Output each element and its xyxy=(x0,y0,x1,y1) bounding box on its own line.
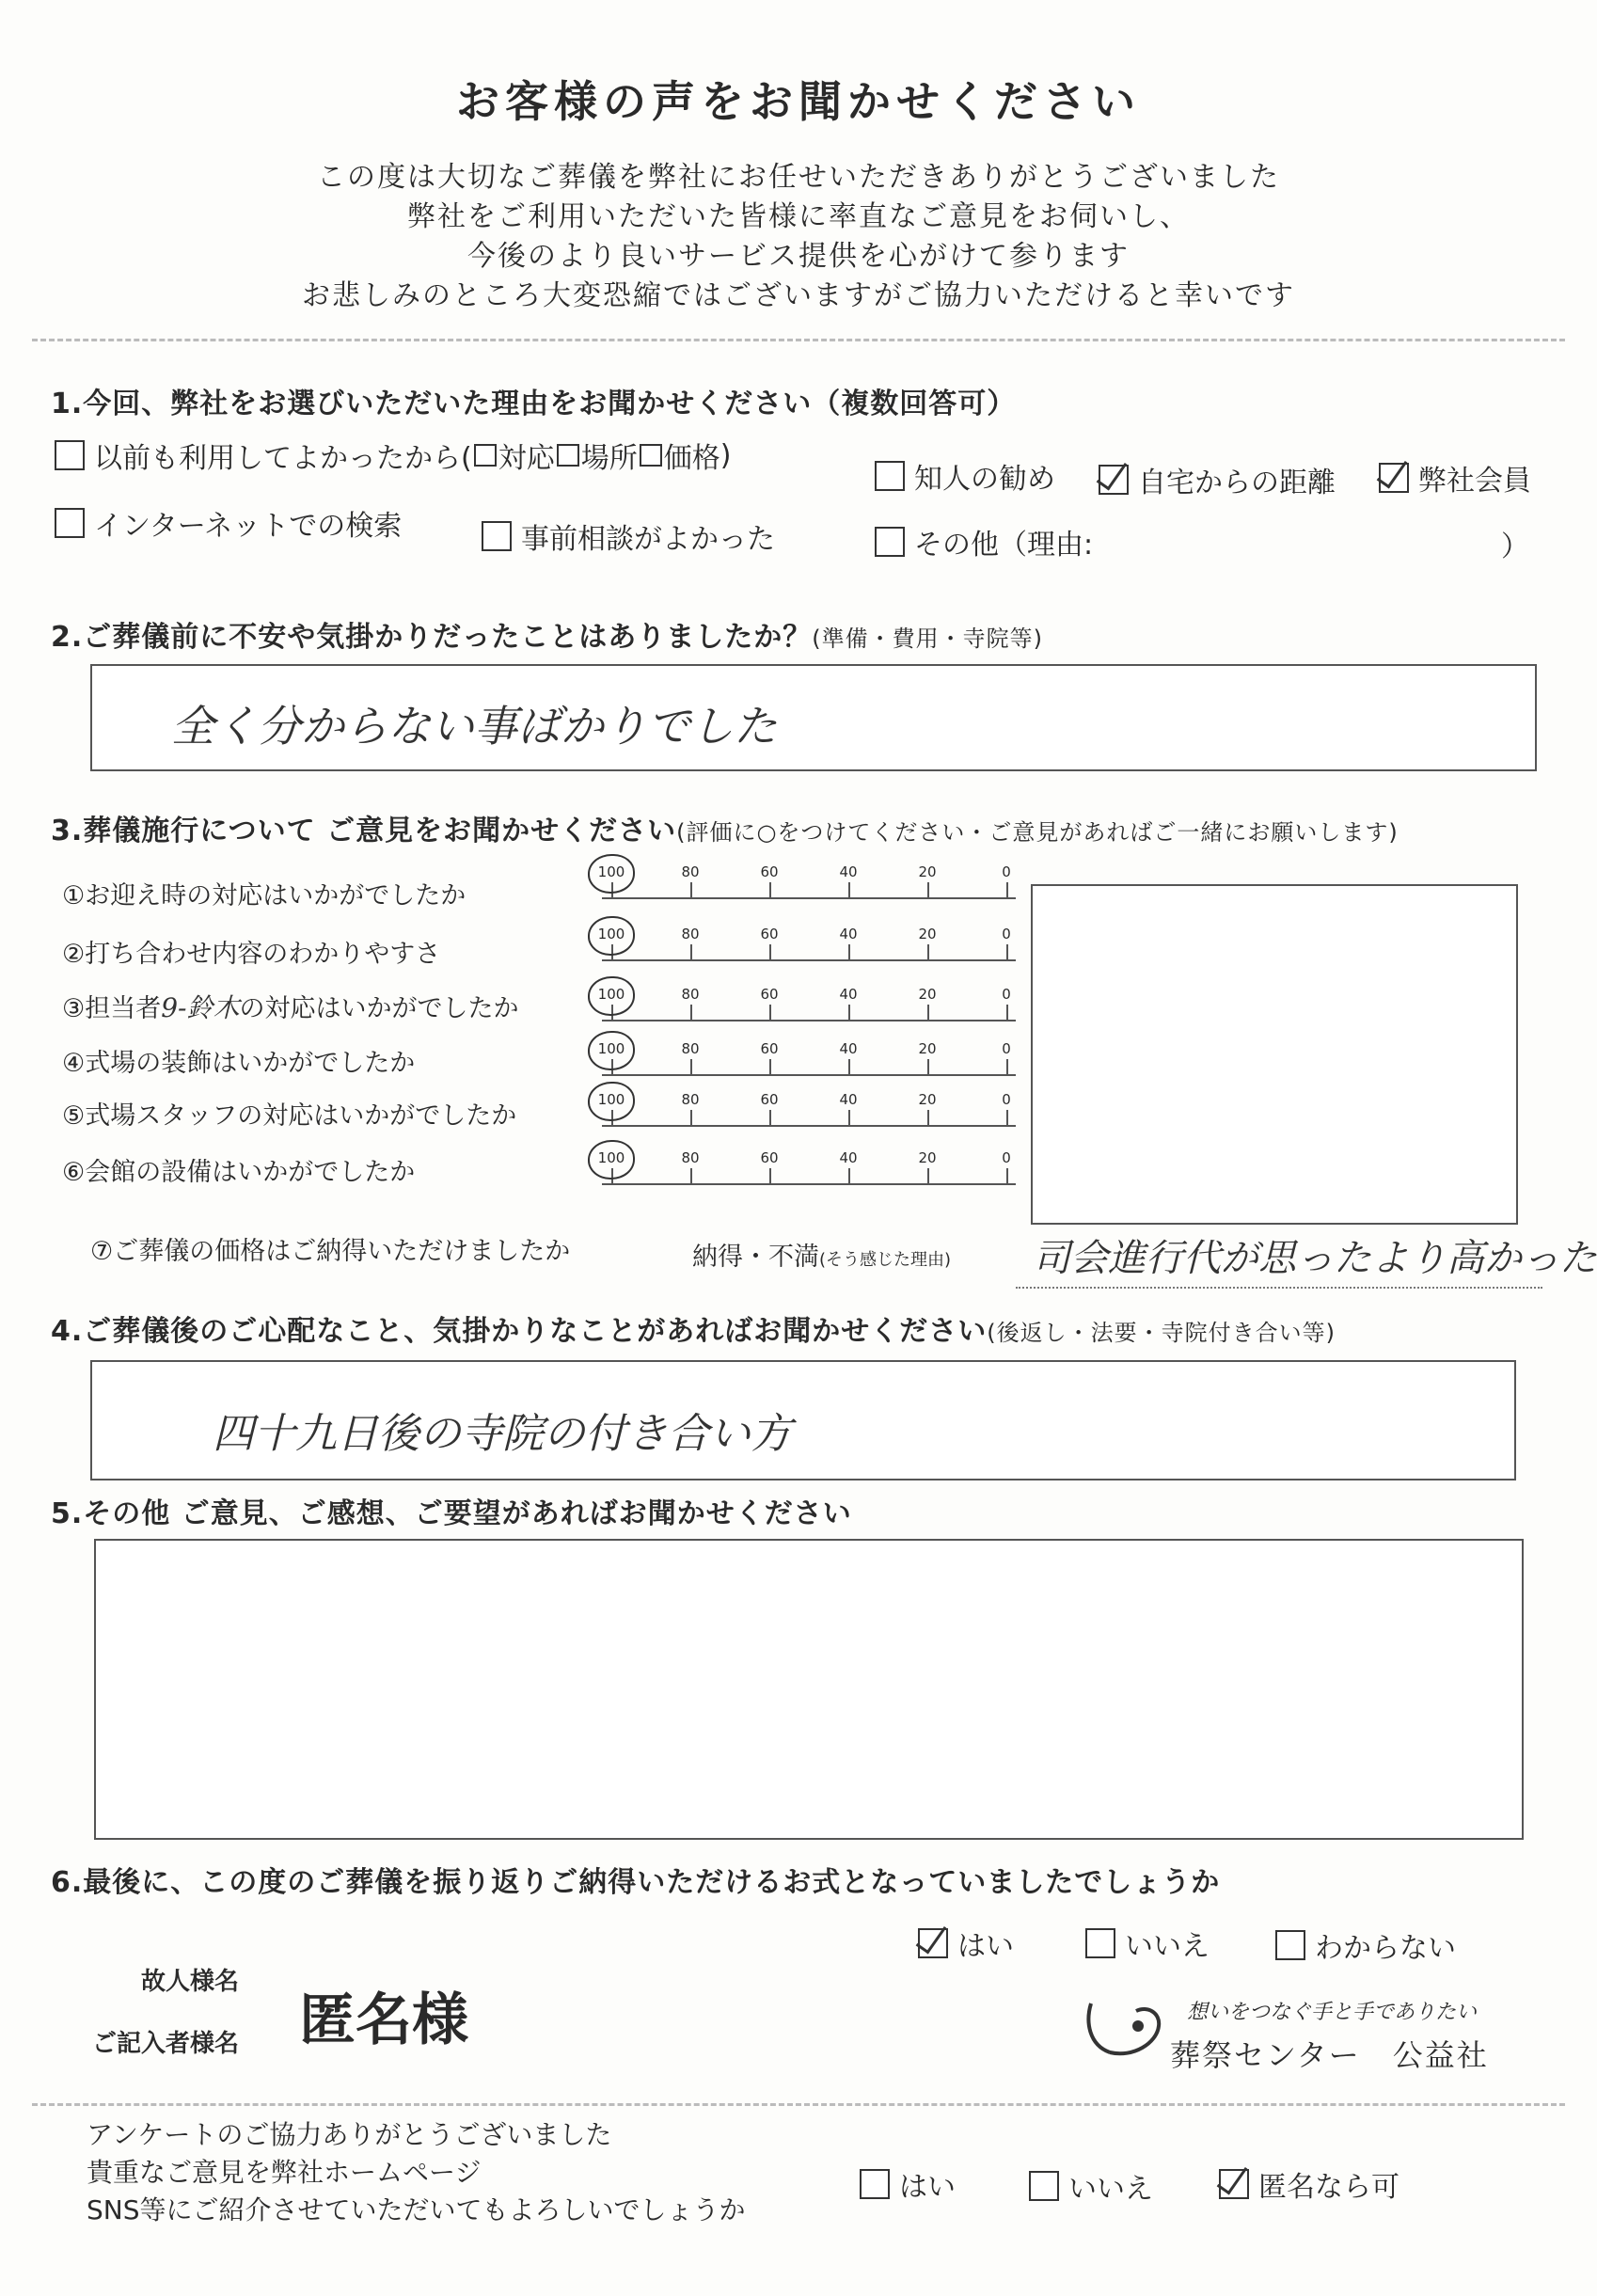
price-reason-line xyxy=(1016,1287,1542,1289)
q6-title: 6.最後に、この度のご葬儀を振り返りご納得いただけるお式となっていましたでしょうか xyxy=(51,1866,1221,1899)
q1-option-other[interactable] xyxy=(875,521,1093,562)
q3-title xyxy=(51,807,1399,848)
divider xyxy=(32,339,1565,341)
checkbox[interactable] xyxy=(1219,2169,1249,2199)
option-label: わからない xyxy=(1315,1932,1456,1965)
deceased-name-label: 故人様名 xyxy=(141,1968,240,1996)
q5-title: 5.その他 ご意見、ご感想、ご要望があればお聞かせください xyxy=(51,1497,852,1530)
scale-tick-label[interactable]: 20 xyxy=(918,926,937,942)
q3-comment-box[interactable] xyxy=(1031,884,1518,1225)
scale-tick-label[interactable]: 100 xyxy=(597,1040,625,1057)
scale-tick xyxy=(690,882,692,897)
scale-tick xyxy=(848,1059,850,1074)
scale-tick xyxy=(769,1168,771,1183)
scale-tick-label[interactable]: 100 xyxy=(597,863,625,880)
intro-line-2: 弊社をご利用いただいた皆様に率直なご意見をお伺いし、 xyxy=(407,200,1190,233)
option-label: 自宅からの距離 xyxy=(1138,467,1336,499)
q3-item-label xyxy=(62,1042,415,1079)
q6-option-unsure[interactable] xyxy=(1275,1924,1456,1966)
q2-title xyxy=(51,613,1043,655)
rating-scale[interactable] xyxy=(597,986,1016,1033)
scale-tick-label[interactable]: 80 xyxy=(681,1149,700,1166)
scale-tick-label[interactable]: 80 xyxy=(681,986,700,1003)
selected-score-circle xyxy=(588,854,635,894)
footer-option-anonymous[interactable] xyxy=(1219,2163,1399,2205)
scale-tick-label[interactable]: 60 xyxy=(760,863,779,880)
rating-scale[interactable] xyxy=(597,926,1016,973)
scale-tick xyxy=(769,1005,771,1020)
check-mark-icon xyxy=(1377,453,1408,488)
other-close-paren: ） xyxy=(1501,530,1529,563)
option-label: いいえ xyxy=(1125,1930,1210,1963)
q1-title: 1.今回、弊社をお選びいただいた理由をお聞かせください（複数回答可） xyxy=(51,388,1017,420)
scale-tick-label[interactable]: 100 xyxy=(597,986,625,1003)
selected-score-circle xyxy=(588,1082,635,1121)
option-label: 匿名なら可 xyxy=(1258,2171,1399,2204)
q4-title xyxy=(51,1307,1336,1349)
option-label: ) xyxy=(719,438,732,472)
rating-scale[interactable] xyxy=(597,1040,1016,1087)
intro-line-1: この度は大切なご葬儀を弊社にお任せいただきありがとうございました xyxy=(317,161,1280,194)
item-label-text: ②打ち合わせ内容のわかりやすさ xyxy=(62,940,441,969)
option-label: 場所 xyxy=(580,442,638,475)
check-mark-icon xyxy=(916,1919,947,1954)
scale-tick-label[interactable]: 40 xyxy=(839,1040,858,1057)
scale-tick-label[interactable]: 100 xyxy=(597,1149,625,1166)
selected-score-circle xyxy=(588,976,635,1016)
q5-answer-box[interactable] xyxy=(94,1539,1524,1840)
check-mark-icon xyxy=(1097,455,1128,490)
option-label: インターネットでの検索 xyxy=(94,510,403,543)
intro-line-3: 今後のより良いサービス提供を心がけて参ります xyxy=(467,240,1130,273)
option-label: いいえ xyxy=(1068,2173,1153,2206)
staff-name-handwritten: 9-鈴木 xyxy=(161,992,240,1023)
scale-line xyxy=(602,897,1016,899)
scale-tick xyxy=(927,1110,929,1125)
check-mark-icon xyxy=(1217,2160,1248,2194)
footer-option-yes[interactable] xyxy=(860,2163,956,2205)
page-title: お客様の声をお聞かせください xyxy=(456,76,1141,127)
scale-tick-label[interactable]: 0 xyxy=(1002,1149,1011,1166)
rating-scale[interactable] xyxy=(597,1091,1016,1138)
scale-line xyxy=(602,1183,1016,1185)
q1-option-member[interactable] xyxy=(1379,457,1531,499)
footer-option-no[interactable] xyxy=(1029,2165,1153,2207)
logo-tagline: 想いをつなぐ手と手でありたい xyxy=(1187,2001,1478,2024)
option-label: はい xyxy=(899,2171,956,2204)
q3-item-label xyxy=(62,875,466,911)
scale-tick-label[interactable]: 0 xyxy=(1002,863,1011,880)
checkbox[interactable] xyxy=(482,521,512,551)
scale-tick xyxy=(848,1168,850,1183)
scale-tick-label[interactable]: 60 xyxy=(760,1091,779,1108)
writer-name-value: 匿名様 xyxy=(299,1987,468,2053)
q3-title-text: 3.葬儀施行について ご意見をお聞かせください xyxy=(51,815,677,847)
scale-tick xyxy=(769,944,771,959)
scale-tick xyxy=(848,1110,850,1125)
q1-option-internet[interactable] xyxy=(55,502,402,544)
checkbox[interactable] xyxy=(918,1928,948,1958)
scale-tick-label[interactable]: 60 xyxy=(760,1040,779,1057)
footer-divider xyxy=(32,2103,1565,2106)
scale-tick-label[interactable]: 0 xyxy=(1002,1040,1011,1057)
intro-line-4: お悲しみのところ大変恐縮ではございますがご協力いただけると幸いです xyxy=(302,279,1295,312)
option-label: 知人の勧め xyxy=(914,463,1055,496)
scale-tick xyxy=(927,1168,929,1183)
scale-line xyxy=(602,1020,1016,1021)
scale-tick-label[interactable]: 60 xyxy=(760,1149,779,1166)
q6-option-yes[interactable] xyxy=(918,1923,1014,1964)
footer-line-1: アンケートのご協力ありがとうございました xyxy=(87,2119,612,2150)
logo-company: 葬祭センター 公益社 xyxy=(1170,2037,1489,2073)
checkbox[interactable] xyxy=(1029,2171,1059,2201)
q1-option-previous-use[interactable] xyxy=(55,435,731,476)
price-reason-note: (そう感じた理由) xyxy=(819,1250,952,1270)
option-label: その他（理由: xyxy=(914,529,1094,562)
q3-note: (評価に○をつけてください・ご意見があればご一緒にお願いします) xyxy=(676,819,1399,846)
scale-tick-label[interactable]: 20 xyxy=(918,1040,937,1057)
q2-note: (準備・費用・寺院等) xyxy=(812,625,1044,652)
checkbox[interactable] xyxy=(1275,1930,1305,1960)
scale-tick-label[interactable]: 40 xyxy=(839,1149,858,1166)
logo-mark-icon xyxy=(1082,1994,1166,2060)
scale-tick-label[interactable]: 100 xyxy=(597,926,625,942)
q4-title-text: 4.ご葬儀後のご心配なこと、気掛かりなことがあればお聞かせください xyxy=(51,1315,988,1348)
scale-tick-label[interactable]: 0 xyxy=(1002,926,1011,942)
rating-scale[interactable] xyxy=(597,863,1016,910)
scale-tick-label[interactable]: 0 xyxy=(1002,1091,1011,1108)
scale-tick-label[interactable]: 40 xyxy=(839,1091,858,1108)
selected-score-circle xyxy=(588,1140,635,1180)
scale-tick xyxy=(927,882,929,897)
q2-title-text: 2.ご葬儀前に不安や気掛かりだったことはありましたか？ xyxy=(51,621,813,654)
q3-item-label xyxy=(62,1095,516,1132)
scale-tick-label[interactable]: 60 xyxy=(760,926,779,942)
footer-line-3: SNS等にご紹介させていただいてもよろしいでしょうか xyxy=(87,2194,746,2225)
option-label: はい xyxy=(957,1930,1014,1963)
scale-tick xyxy=(690,1110,692,1125)
scale-tick-label[interactable]: 40 xyxy=(839,926,858,942)
item-label-text: ③担当者 xyxy=(62,994,162,1023)
item-label-text: の対応はいかがでしたか xyxy=(239,994,519,1023)
option-label: 価格 xyxy=(663,442,720,475)
scale-line xyxy=(602,1125,1016,1127)
scale-tick-label[interactable]: 100 xyxy=(597,1091,625,1108)
scale-tick xyxy=(927,1059,929,1074)
scale-tick xyxy=(769,1059,771,1074)
checkbox[interactable] xyxy=(875,461,905,491)
scale-tick-label[interactable]: 80 xyxy=(681,863,700,880)
q1-option-consultation[interactable] xyxy=(482,515,775,557)
q4-note: (後返し・法要・寺院付き合い等) xyxy=(987,1320,1336,1346)
writer-name-label: ご記入者様名 xyxy=(92,2030,240,2058)
checkbox[interactable] xyxy=(55,440,85,470)
item-label-text: ④式場の装飾はいかがでしたか xyxy=(62,1049,416,1078)
q4-answer-box[interactable] xyxy=(90,1360,1516,1481)
checkbox[interactable] xyxy=(557,444,579,467)
checkbox[interactable] xyxy=(875,527,905,557)
checkbox[interactable] xyxy=(640,444,662,467)
q3-price-reason: 司会進行代が思ったより高かった xyxy=(1033,1237,1597,1280)
scale-tick xyxy=(927,944,929,959)
selected-score-circle xyxy=(588,1031,635,1070)
item-label-text: ⑥会館の設備はいかがでしたか xyxy=(62,1158,416,1187)
scale-tick xyxy=(769,1110,771,1125)
scale-line xyxy=(602,959,1016,961)
scale-tick-label[interactable]: 40 xyxy=(839,986,858,1003)
option-label: 弊社会員 xyxy=(1418,465,1531,498)
scale-tick xyxy=(1006,1005,1008,1020)
q3-item-label xyxy=(62,988,519,1025)
scale-tick xyxy=(1006,1059,1008,1074)
scale-tick-label[interactable]: 20 xyxy=(918,1091,937,1108)
checkbox[interactable] xyxy=(1379,463,1409,493)
q4-answer: 四十九日後の寺院の付き合い方 xyxy=(213,1410,792,1458)
q1-option-acquaintance[interactable] xyxy=(875,455,1055,497)
scale-tick xyxy=(848,1005,850,1020)
scale-tick xyxy=(1006,1110,1008,1125)
checkbox[interactable] xyxy=(1085,1928,1115,1958)
checkbox[interactable] xyxy=(1099,465,1129,495)
footer-text xyxy=(87,2116,746,2229)
scale-tick xyxy=(690,944,692,959)
checkbox[interactable] xyxy=(860,2169,890,2199)
scale-tick xyxy=(690,1059,692,1074)
scale-tick xyxy=(848,882,850,897)
item-label-text: ⑤式場スタッフの対応はいかがでしたか xyxy=(62,1101,517,1131)
option-label: 対応 xyxy=(498,442,555,475)
scale-tick-label[interactable]: 80 xyxy=(681,926,700,942)
q3-price-options[interactable] xyxy=(692,1236,951,1273)
scale-tick-label[interactable]: 60 xyxy=(760,986,779,1003)
footer-line-2: 貴重なご意見を弊社ホームページ xyxy=(87,2157,482,2188)
scale-tick-label[interactable]: 20 xyxy=(918,1149,937,1166)
scale-tick xyxy=(848,944,850,959)
q1-option-distance[interactable] xyxy=(1099,459,1336,500)
scale-tick xyxy=(690,1168,692,1183)
q3-price-question: ⑦ご葬儀の価格はご納得いただけましたか xyxy=(90,1237,571,1266)
q6-option-no[interactable] xyxy=(1085,1923,1210,1964)
checkbox[interactable] xyxy=(474,444,497,467)
scale-line xyxy=(602,1074,1016,1076)
rating-scale[interactable] xyxy=(597,1149,1016,1196)
scale-tick xyxy=(690,1005,692,1020)
scale-tick-label[interactable]: 40 xyxy=(839,863,858,880)
q3-item-label xyxy=(62,1151,415,1188)
scale-tick-label[interactable]: 80 xyxy=(681,1091,700,1108)
scale-tick xyxy=(1006,944,1008,959)
option-label: 事前相談がよかった xyxy=(521,523,775,556)
scale-tick xyxy=(1006,1168,1008,1183)
price-options-label: 納得・不満 xyxy=(692,1243,819,1272)
q3-item-label xyxy=(62,933,440,970)
scale-tick-label[interactable]: 20 xyxy=(918,863,937,880)
scale-tick-label[interactable]: 0 xyxy=(1002,986,1011,1003)
scale-tick xyxy=(769,882,771,897)
scale-tick-label[interactable]: 20 xyxy=(918,986,937,1003)
item-label-text: ①お迎え時の対応はいかがでしたか xyxy=(62,881,466,910)
q2-answer-box[interactable] xyxy=(90,664,1537,771)
selected-score-circle xyxy=(588,916,635,956)
q2-answer: 全く分からない事ばかりでした xyxy=(171,701,777,752)
checkbox[interactable] xyxy=(55,508,85,538)
scale-tick-label[interactable]: 80 xyxy=(681,1040,700,1057)
scale-tick xyxy=(1006,882,1008,897)
scale-tick xyxy=(927,1005,929,1020)
option-label: 以前も利用してよかったから( xyxy=(94,442,472,475)
